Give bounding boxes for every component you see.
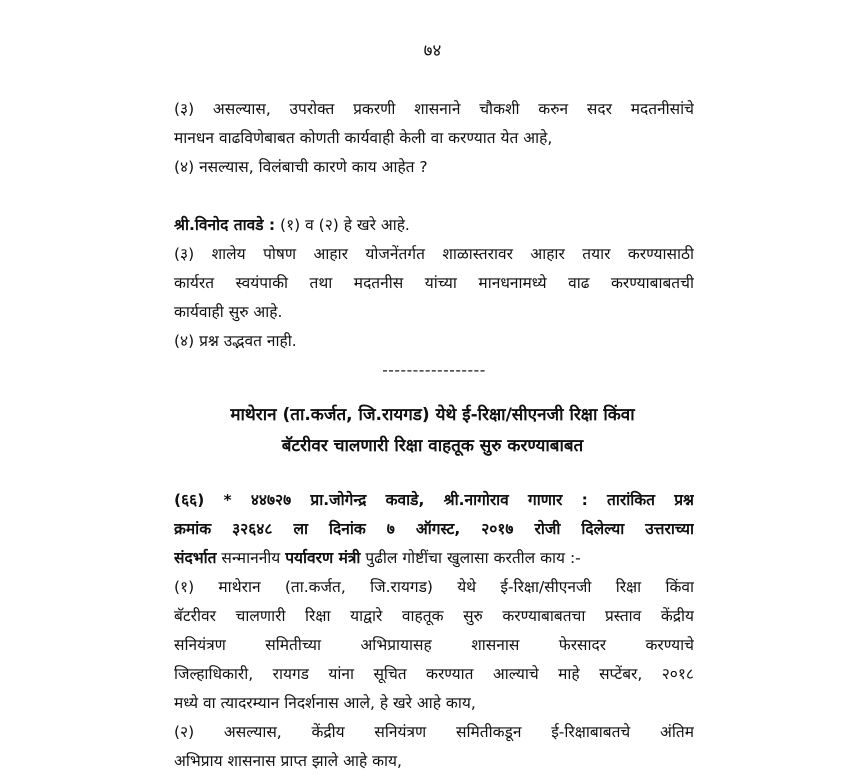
question-66-line-1 [174,486,694,515]
answer-4: (४) प्रश्न उद्भवत नाही. [174,332,297,350]
heading-line-1: माथेरान (ता.कर्जत, जि.रायगड) येथे ई-रिक्षा/सीएनजी रिक्षा किंवा [230,405,635,425]
subquestion-1-line-3: सनियंत्रण समितीच्या अभिप्रायासह शासनास फेरसादर करण्याचे [174,636,694,654]
minister-title: पर्यावरण मंत्री [285,549,361,567]
question-heading [0,400,865,462]
reference-word: संदर्भात [174,549,217,567]
subquestion-1-line-5: मध्ये वा त्यादरम्यान निदर्शनास आले, हे खरे आहे काय, [174,694,476,712]
heading-line-2: बॅटरीवर चालणारी रिक्षा वाहतूक सुरु करण्याबाबत [281,436,584,456]
answer-3-line-3: कार्यवाही सुरु आहे. [174,303,283,321]
question-3-line-1: (३) असल्यास, उपरोक्त प्रकरणी शासनाने चौकशी करुन सदर मदतनीसांचे [174,100,694,118]
subquestion-2-line-1: (२) असल्यास, केंद्रीय सनियंत्रण समितीकडून ई-रिक्षाबाबतचे अंतिम [174,723,694,741]
section-divider: ----------------- [382,361,486,379]
answer-1-2: (१) व (२) हे खरे आहे. [275,216,410,234]
subquestion-1-line-1: (१) माथेरान (ता.कर्जत, जि.रायगड) येथे ई-रिक्षा/सीएनजी रिक्षा किंवा [174,578,694,596]
question-66-line-2 [174,515,694,544]
answer-3-line-1: (३) शालेय पोषण आहार योजनेंतर्गत शाळास्तरावर आहार तयार करण्यासाठी [174,245,694,263]
clarify-text: पुढील गोष्टींचा खुलासा करतील काय :- [360,549,581,567]
answer-speaker: श्री.विनोद तावडे : [174,216,276,234]
question-3-line-2: मानधन वाढविणेबाबत कोणती कार्यवाही केली वा करण्यात येत आहे, [174,129,553,147]
answer-3-line-2: कार्यरत स्वयंपाकी तथा मदतनीस यांच्या मानधनामध्ये वाढ करण्याबाबतची [174,274,694,292]
question-66 [174,486,694,776]
subquestion-1-line-2: बॅटरीवर चालणारी रिक्षा याद्वारे वाहतूक सुरु करण्याबाबतचा प्रस्ताव केंद्रीय [174,607,694,625]
subquestion-2-line-2: अभिप्राय शासनास प्राप्त झाले आहे काय, [174,752,402,770]
subquestion-1-line-4: जिल्हाधिकारी, रायगड यांना सूचित करण्यात आल्याचे माहे सप्टेंबर, २०१८ [174,665,694,683]
honourable-text: सन्माननीय [216,549,286,567]
question-66-reference: क्रमांक ३२६४८ ला दिनांक ७ ऑगस्ट, २०१७ रोजी दिलेल्या उत्तराच्या [174,520,694,538]
question-4: (४) नसल्यास, विलंबाची कारणे काय आहेत ? [174,158,428,176]
question-66-number-and-members: (६६) * ४४७२७ प्रा.जोगेन्द्र कवाडे, श्री.नागोराव गाणार : तारांकित प्रश्न [174,491,694,509]
answer-first-line [174,211,694,240]
question-66-line-3 [174,544,694,573]
page-number: ७४ [423,41,442,61]
previous-question-answer [174,95,694,385]
